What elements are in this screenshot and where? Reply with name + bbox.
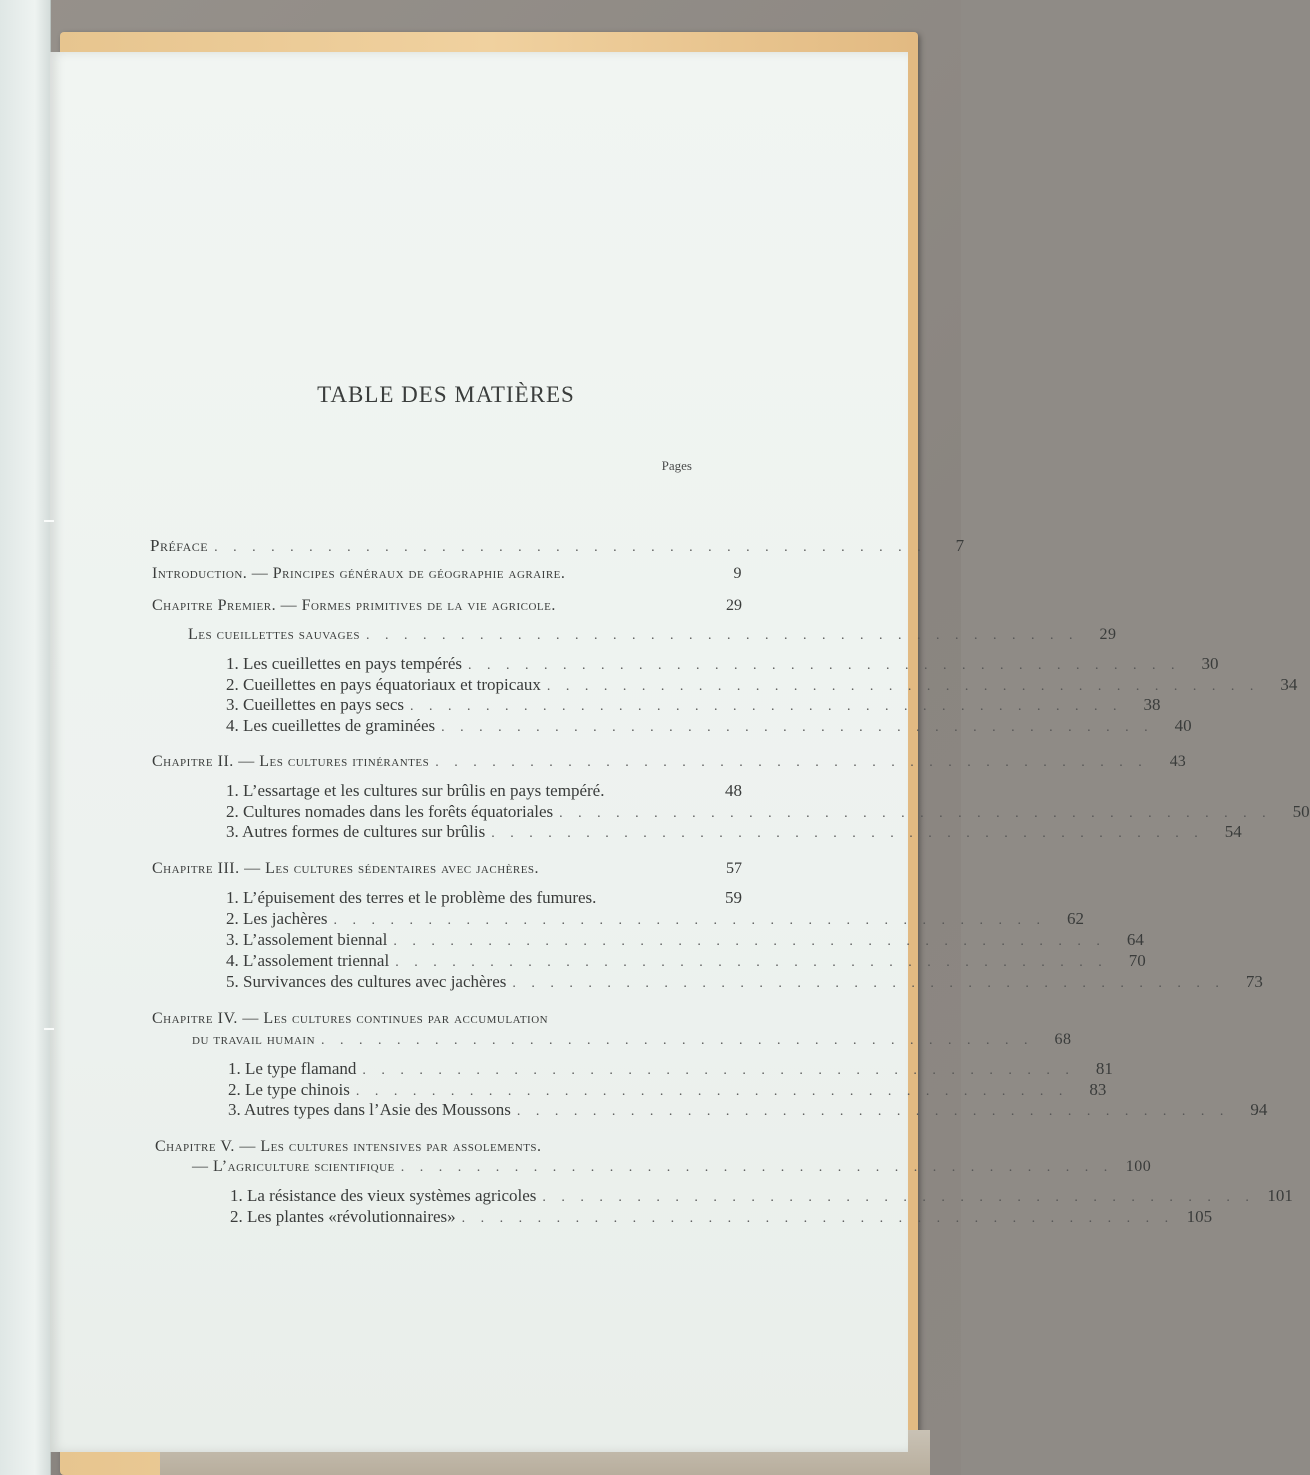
- toc-entry-text: — L’agriculture scientifique: [192, 1158, 395, 1175]
- toc-entry-text: Introduction. — Principes généraux de géographie agraire.: [152, 565, 566, 582]
- toc-section[interactable]: [188, 626, 1117, 644]
- toc-subsection[interactable]: [226, 716, 1192, 736]
- toc-entry-text: 2. Les jachères: [226, 909, 328, 928]
- dot-leader: . . . . . . . . . . . . . . . . . . . . . . . . . . . . . . . . . . . . . .: [365, 628, 1079, 643]
- dot-leader: . . . . . . . . . . . . . . . . . . . . . . . . . . . . . . . . . . . . . .: [461, 1211, 1175, 1226]
- facing-page-edge: [0, 0, 51, 1475]
- book-page: [50, 52, 908, 1452]
- dot-leader: . . . . . . . . . . . . . . . . . . . . . . . . . . . . . . . . . . . . . .: [491, 826, 1204, 841]
- dot-leader: . . . . . . . . . . . . . . . . . . . . . . . . . . . . . . . . . . . . . .: [400, 1160, 1114, 1175]
- toc-page-number: 105: [1186, 1207, 1213, 1226]
- toc-entry-text: Chapitre II. — Les cultures itinérantes: [152, 753, 430, 770]
- toc-chapter-3[interactable]: [152, 860, 742, 878]
- toc-subsection[interactable]: [226, 822, 1242, 842]
- toc-page-number: 50: [1292, 802, 1310, 821]
- dot-leader: . . . . . . . . . . . . . . . . . . . . . . . . . . . . . . . . . . . . . .: [333, 913, 1046, 928]
- toc-entry-text: 2. Les plantes «révolutionnaires»: [230, 1207, 456, 1226]
- toc-chapter-2[interactable]: [152, 753, 1186, 771]
- toc-page-number: 100: [1125, 1158, 1152, 1175]
- toc-page-number: 29: [1099, 626, 1117, 643]
- toc-entry-preface[interactable]: [150, 536, 965, 556]
- toc-subsection[interactable]: [226, 802, 1310, 822]
- toc-chapter-5-continued[interactable]: [192, 1158, 1152, 1176]
- toc-page-number: 70: [1128, 951, 1146, 970]
- toc-entry-introduction[interactable]: [152, 565, 742, 583]
- binding-stitch: [44, 1028, 54, 1030]
- toc-subsection[interactable]: [226, 675, 1298, 695]
- toc-subsection[interactable]: [226, 781, 742, 801]
- toc-page-number: 38: [1143, 695, 1161, 714]
- toc-entry-text: 4. Les cueillettes de graminées: [226, 716, 436, 735]
- toc-entry-text: 1. L’épuisement des terres et le problème des fumures.: [226, 888, 597, 907]
- toc-entry-text: 3. L’assolement biennal: [226, 930, 388, 949]
- toc-entry-text: Les cueillettes sauvages: [188, 626, 360, 643]
- toc-page-number: 68: [1054, 1031, 1072, 1048]
- toc-subsection[interactable]: [226, 654, 1219, 674]
- toc-entry-text: du travail humain: [192, 1031, 316, 1048]
- toc-page-number: 48: [725, 781, 742, 800]
- toc-entry-text: 3. Autres types dans l’Asie des Moussons: [228, 1100, 511, 1119]
- toc-entry-text: 5. Survivances des cultures avec jachères: [226, 972, 507, 991]
- toc-entry-text: 1. Le type flamand: [228, 1059, 357, 1078]
- toc-page-number: 30: [1201, 654, 1219, 673]
- toc-subsection[interactable]: [228, 1100, 1268, 1120]
- toc-entry-text: Chapitre III. — Les cultures sédentaires avec jachères.: [152, 860, 540, 877]
- toc-page-number: 64: [1126, 930, 1144, 949]
- toc-entry-text: 4. L’assolement triennal: [226, 951, 390, 970]
- toc-page-number: 54: [1224, 822, 1242, 841]
- toc-page-number: 29: [726, 597, 742, 614]
- toc-page-number: 59: [725, 888, 742, 907]
- dot-leader: . . . . . . . . . . . . . . . . . . . . . . . . . . . . . . . . . . . . . .: [542, 1190, 1255, 1205]
- toc-entry-text: Chapitre V. — Les cultures intensives par assolements.: [155, 1138, 542, 1155]
- dot-leader: . . . . . . . . . . . . . . . . . . . . . . . . . . . . . . . . . . . . . .: [355, 1084, 1069, 1099]
- toc-page-number: 7: [955, 536, 965, 555]
- dot-leader: . . . . . . . . . . . . . . . . . . . . . . . . . . . . . . . . . . . . . .: [512, 976, 1225, 991]
- toc-subsection[interactable]: [226, 888, 742, 908]
- dot-leader: . . . . . . . . . . . . . . . . . . . . . . . . . . . . . . . . . . . . . .: [441, 720, 1154, 735]
- dot-leader: . . . . . . . . . . . . . . . . . . . . . . . . . . . . . . . . . . . . . .: [321, 1033, 1034, 1048]
- toc-page-number: 73: [1245, 972, 1263, 991]
- toc-page-number: 57: [726, 860, 742, 877]
- toc-entry-text: 1. La résistance des vieux systèmes agricoles: [230, 1186, 537, 1205]
- toc-entry-text: 2. Le type chinois: [228, 1080, 350, 1099]
- toc-subsection[interactable]: [228, 1080, 1107, 1100]
- toc-subsection[interactable]: [226, 909, 1084, 929]
- toc-entry-text: 3. Cueillettes en pays secs: [226, 695, 404, 714]
- toc-subsection[interactable]: [230, 1186, 1293, 1206]
- page-title: TABLE DES MATIÈRES: [317, 382, 575, 407]
- toc-page-number: 94: [1250, 1100, 1268, 1119]
- toc-subsection[interactable]: [226, 951, 1146, 971]
- toc-entry-text: 2. Cueillettes en pays équatoriaux et tropicaux: [226, 675, 541, 694]
- toc-subsection[interactable]: [226, 695, 1161, 715]
- toc-page-number: 81: [1095, 1059, 1113, 1078]
- dot-leader: . . . . . . . . . . . . . . . . . . . . . . . . . . . . . . . . . . . . . .: [395, 955, 1108, 970]
- toc-page-number: 40: [1174, 716, 1192, 735]
- toc-chapter-4-continued[interactable]: [192, 1031, 1072, 1049]
- toc-entry-text: 2. Cultures nomades dans les forêts équatoriales: [226, 802, 554, 821]
- toc-chapter-5[interactable]: [155, 1138, 745, 1156]
- binding-stitch: [44, 520, 54, 522]
- toc-page-number: 43: [1169, 753, 1186, 770]
- dot-leader: . . . . . . . . . . . . . . . . . . . . . . . . . . . . . . . . . . . . . .: [468, 658, 1181, 673]
- dot-leader: . . . . . . . . . . . . . . . . . . . . . . . . . . . . . . . . . . . . . .: [393, 934, 1106, 949]
- dot-leader: . . . . . . . . . . . . . . . . . . . . . . . . . . . . . . . . . . . . . .: [516, 1104, 1230, 1119]
- pages-column-label: Pages: [661, 458, 692, 473]
- toc-entry-text: 1. L’essartage et les cultures sur brûlis en pays tempéré.: [226, 781, 605, 800]
- toc-entry-text: Préface: [150, 536, 209, 555]
- toc-page-number: 34: [1280, 675, 1298, 694]
- toc-page-number: 62: [1066, 909, 1084, 928]
- toc-page-number: 101: [1267, 1186, 1293, 1205]
- toc-entry-text: 3. Autres formes de cultures sur brûlis: [226, 822, 486, 841]
- toc-entry-text: Chapitre Premier. — Formes primitives de la vie agricole.: [152, 597, 556, 614]
- dot-leader: . . . . . . . . . . . . . . . . . . . . . . . . . . . . . . . . . . . . . .: [435, 755, 1148, 770]
- toc-chapter-1[interactable]: [152, 597, 742, 615]
- toc-subsection[interactable]: [226, 972, 1263, 992]
- toc-page-number: 9: [733, 565, 742, 582]
- dot-leader: . . . . . . . . . . . . . . . . . . . . . . . . . . . . . . . . . . . . . .: [559, 806, 1272, 821]
- dot-leader: . . . . . . . . . . . . . . . . . . . . . . . . . . . . . . . . . . . . . .: [410, 699, 1123, 714]
- dot-leader: . . . . . . . . . . . . . . . . . . . . . . . . . . . . . . . . . . . . . .: [362, 1063, 1075, 1078]
- toc-subsection[interactable]: [226, 930, 1144, 950]
- toc-entry-text: 1. Les cueillettes en pays tempérés: [226, 654, 463, 673]
- toc-subsection[interactable]: [228, 1059, 1113, 1079]
- toc-entry-text: Chapitre IV. — Les cultures continues par accumulation: [152, 1010, 549, 1027]
- dot-leader: . . . . . . . . . . . . . . . . . . . . . . . . . . . . . . . . . . . . . .: [546, 679, 1260, 694]
- dot-leader: . . . . . . . . . . . . . . . . . . . . . . . . . . . . . . . . . . . . . .: [214, 540, 927, 555]
- toc-subsection[interactable]: [230, 1207, 1213, 1227]
- toc-chapter-4[interactable]: [152, 1010, 742, 1028]
- toc-page-number: 83: [1089, 1080, 1107, 1099]
